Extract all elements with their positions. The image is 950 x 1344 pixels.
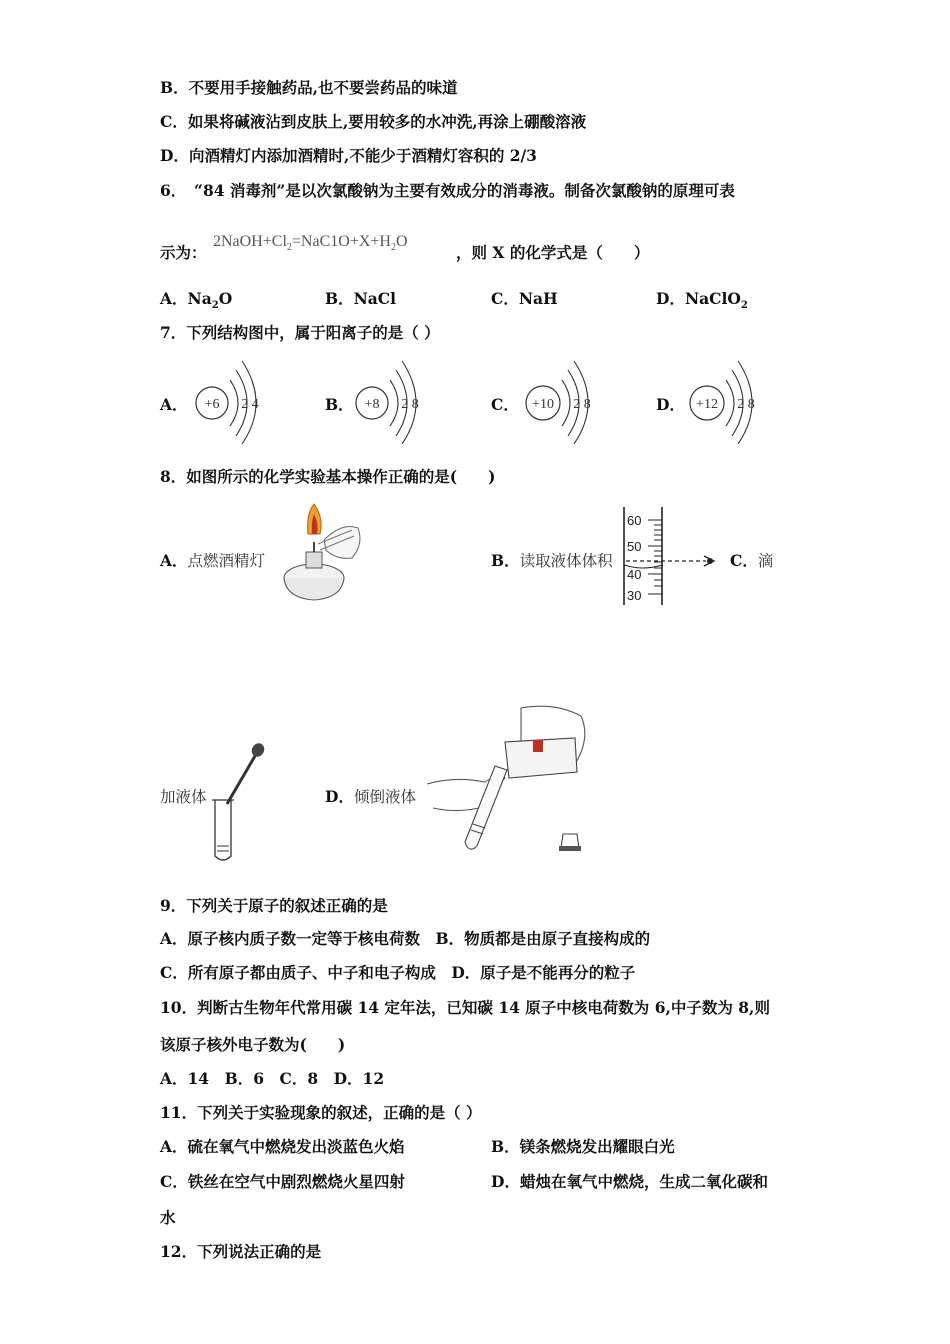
q5-option-d: D．向酒精灯内添加酒精时,不能少于酒精灯容积的 2/3 — [160, 146, 537, 165]
q8-option-c: C．滴 — [730, 551, 774, 570]
nucleus-charge: +8 — [364, 397, 380, 412]
q7-stem: 7．下列结构图中，属于阳离子的是（ ） — [160, 323, 440, 342]
q6-option-c: C．NaH — [491, 289, 558, 308]
q11-option-c: C．铁丝在空气中剧烈燃烧火星四射 — [160, 1172, 405, 1191]
cylinder-tick-label: 50 — [627, 539, 642, 554]
q6-option-d: D．NaClO$_2$ — [656, 289, 748, 312]
shell-electrons: 2 8 — [737, 397, 755, 412]
q11-option-d-cont: 水 — [160, 1208, 176, 1227]
q9-options-ab: A．原子核内质子数一定等于核电荷数 B．物质都是由原子直接构成的 — [160, 929, 651, 948]
q10-options: A．14 B．6 C．8 D．12 — [160, 1069, 385, 1088]
alcohol-lamp-lighting-illustration — [272, 500, 372, 608]
q11-option-d: D．蜡烛在氧气中燃烧，生成二氧化碳和 — [491, 1172, 768, 1191]
cylinder-tick-label: 40 — [627, 567, 642, 582]
shell-electrons: 2 8 — [573, 397, 591, 412]
q6-option-b: B．NaCl — [325, 289, 397, 308]
cylinder-tick-label: 30 — [627, 588, 642, 603]
q6-equation: $2NaOH+Cl_2=NaC1O+X+H_2O$ — [213, 233, 408, 254]
shell-electrons: 2 4 — [241, 397, 259, 412]
nucleus-charge: +12 — [696, 397, 718, 412]
q11-stem: 11．下列关于实验现象的叙述，正确的是（ ） — [160, 1103, 482, 1122]
q10-stem: 10．判断古生物年代常用碳 14 定年法，已知碳 14 原子中核电荷数为 6,中子数为 8,则 — [160, 998, 770, 1017]
dropper-test-tube-illustration — [205, 740, 275, 866]
q10-stem-cont: 该原子核外电子数为( ) — [160, 1035, 346, 1054]
q5-option-b: B．不要用手接触药品,也不要尝药品的味道 — [160, 78, 458, 97]
q11-option-a: A．硫在氧气中燃烧发出淡蓝色火焰 — [160, 1137, 405, 1156]
q8-option-a: A．点燃酒精灯 — [160, 551, 266, 570]
nucleus-charge: +10 — [532, 397, 554, 412]
q8-option-b: B．读取液体体积 — [491, 551, 613, 570]
graduated-cylinder-illustration — [620, 505, 722, 607]
q12-stem: 12．下列说法正确的是 — [160, 1242, 322, 1261]
pouring-liquid-illustration — [425, 702, 595, 860]
q9-stem: 9．下列关于原子的叙述正确的是 — [160, 896, 388, 915]
atom-structure-b — [352, 358, 432, 444]
q7-option-a-label: A． — [160, 395, 188, 414]
q7-option-c-label: C． — [491, 395, 519, 414]
q6-stem: 6． “84 消毒剂”是以次氯酸钠为主要有效成分的消毒液。制备次氯酸钠的原理可表 — [160, 181, 735, 200]
q5-option-c: C．如果将碱液沾到皮肤上,要用较多的水冲洗,再涂上硼酸溶液 — [160, 112, 587, 131]
q7-option-b-label: B． — [325, 395, 354, 414]
q6-stem-suffix: ，则 X 的化学式是（ ） — [456, 243, 650, 262]
q9-options-cd: C．所有原子都由质子、中子和电子构成 D．原子是不能再分的粒子 — [160, 963, 636, 982]
q11-option-b: B．镁条燃烧发出耀眼白光 — [491, 1137, 675, 1156]
q6-stem-prefix: 示为： — [160, 243, 207, 262]
q7-option-d-label: D． — [656, 395, 685, 414]
shell-electrons: 2 8 — [401, 397, 419, 412]
q8-stem: 8．如图所示的化学实验基本操作正确的是( ) — [160, 467, 496, 486]
cylinder-tick-label: 60 — [627, 513, 642, 528]
atom-structure-a — [192, 358, 272, 444]
atom-structure-d — [686, 358, 770, 444]
atom-structure-c — [522, 358, 606, 444]
nucleus-charge: +6 — [204, 397, 220, 412]
q8-option-d: D．倾倒液体 — [325, 787, 416, 806]
q8-option-c-cont: 加液体 — [160, 788, 207, 806]
q6-option-a: A．$Na_2O$ — [160, 289, 233, 312]
